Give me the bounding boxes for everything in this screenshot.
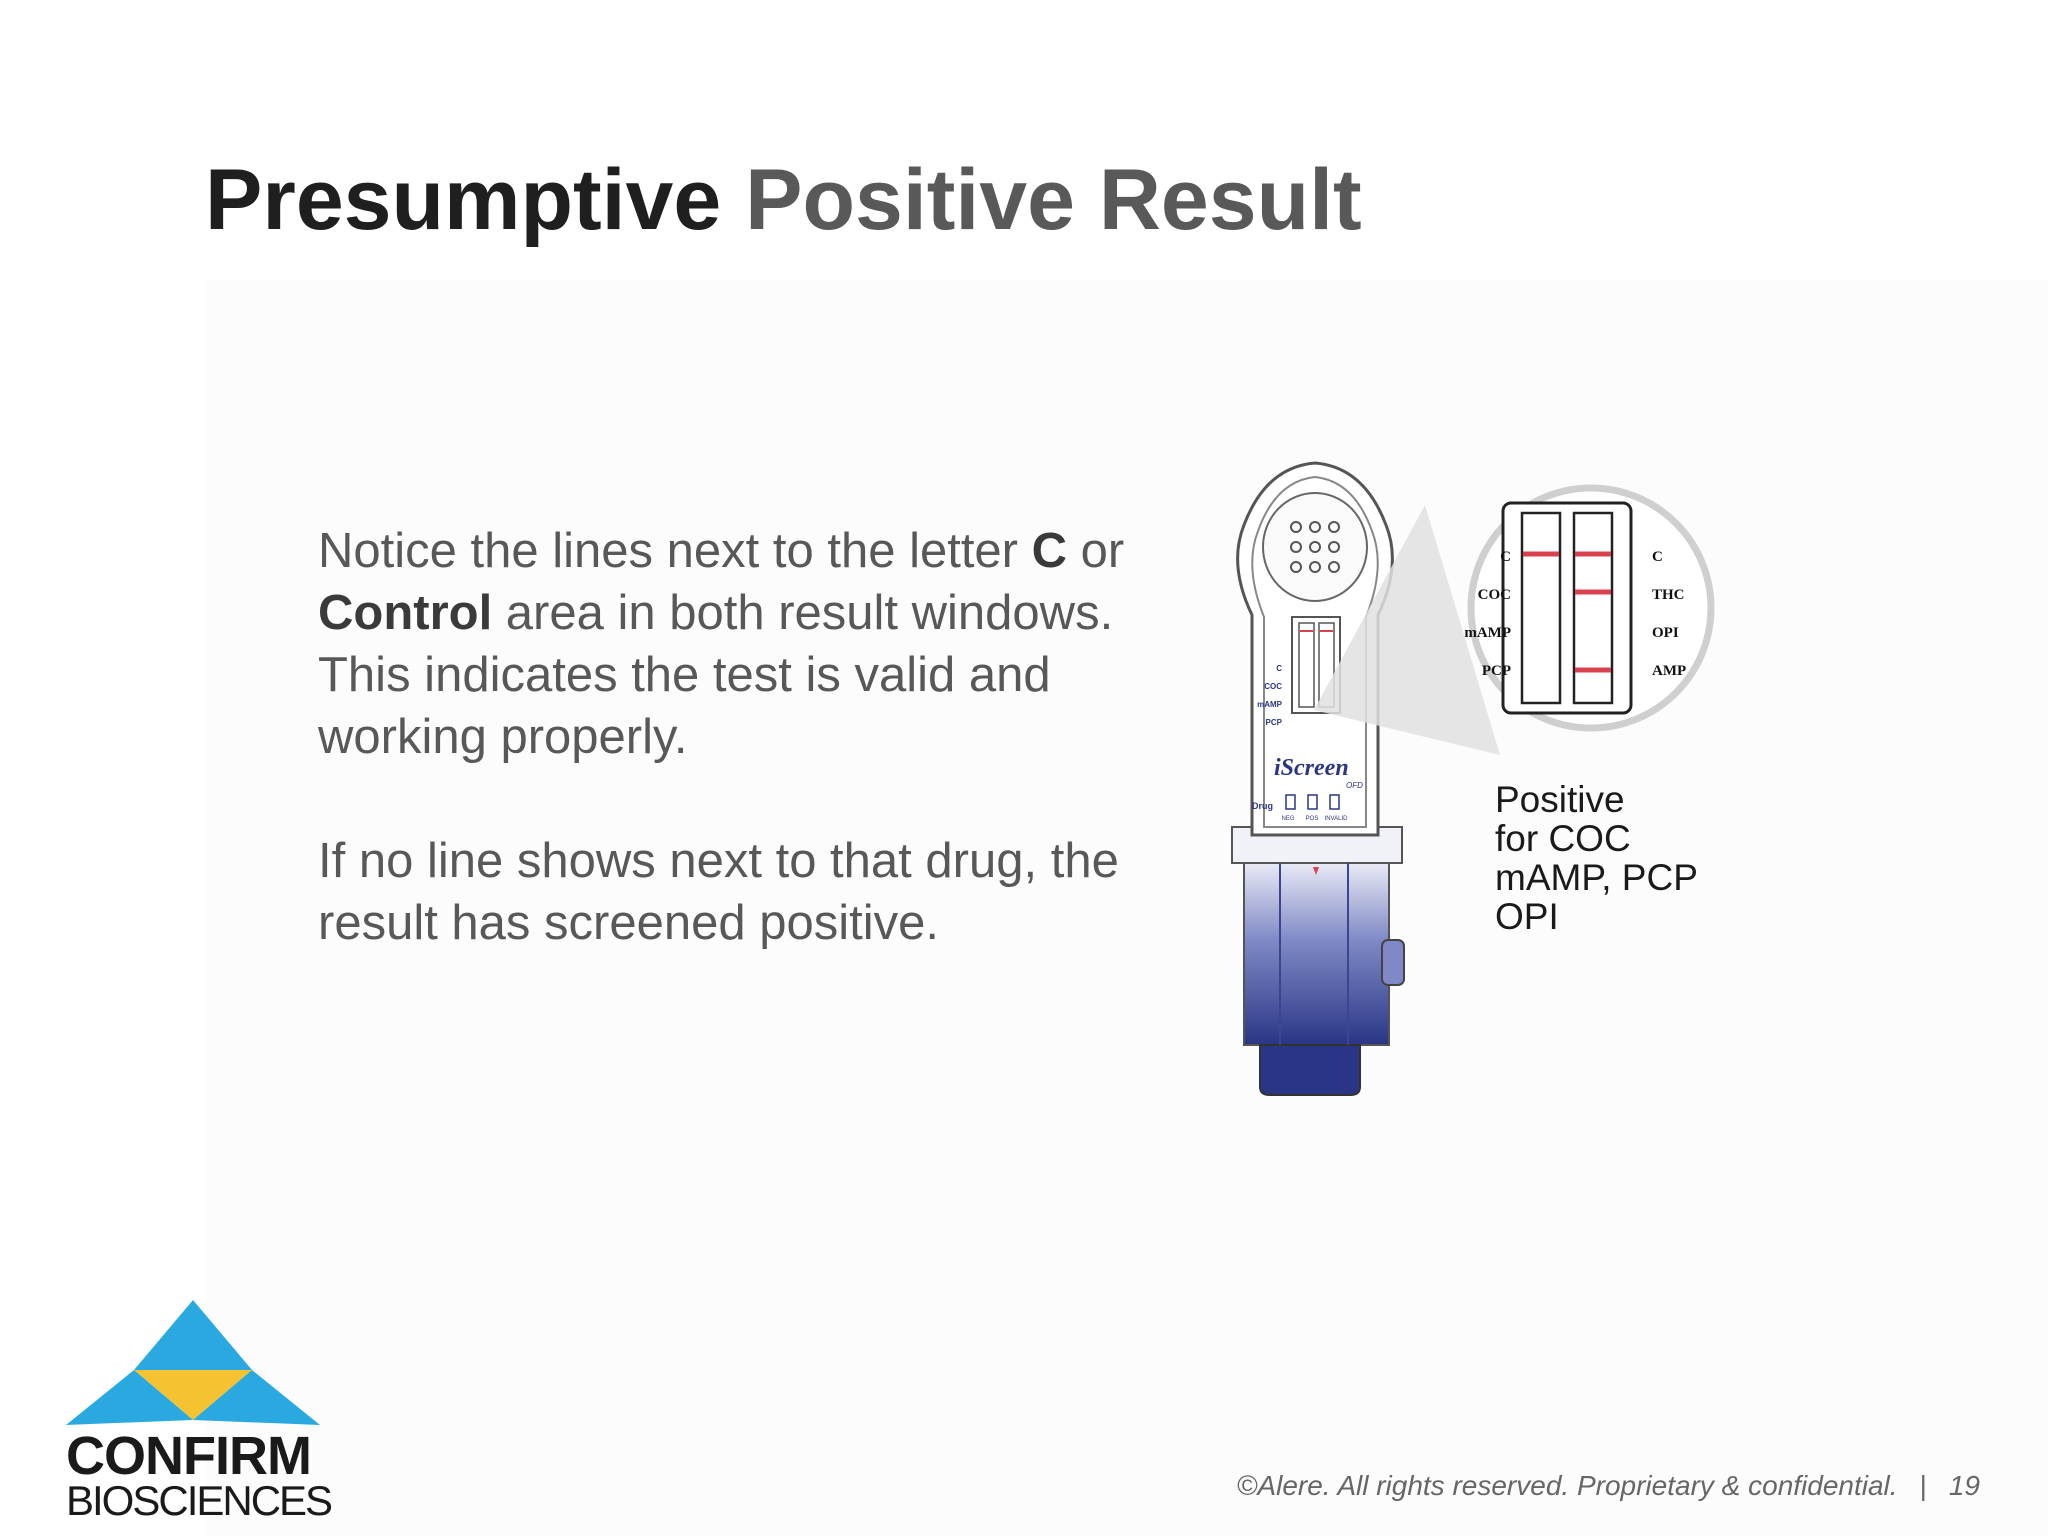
text-run: area in both result windows. This indicates the test is valid and working properly.: [318, 586, 1114, 764]
zoom-label-c-right: C: [1652, 549, 1663, 565]
zoom-label-pcp: PCP: [1481, 663, 1511, 679]
paragraph-control-line: [318, 520, 1198, 768]
slide-title: [205, 150, 1362, 250]
cup-base: [1232, 827, 1404, 1095]
paragraph-positive: If no line shows next to that drug, the result has screened positive.: [318, 834, 1119, 950]
page-number: 19: [1948, 1470, 1980, 1501]
callout-line: Positive: [1495, 779, 1625, 820]
callout-line: for COC: [1495, 818, 1631, 859]
title-bold: Presumptive: [205, 152, 722, 248]
emphasis-text: C: [1031, 524, 1068, 578]
logo-triangle-top: [134, 1300, 252, 1370]
legend-invalid: INVALID: [1324, 816, 1348, 822]
footer-separator: |: [1919, 1470, 1927, 1501]
logo-wordmark-biosciences: BIOSCIENCES: [66, 1477, 332, 1524]
title-rest: Positive Result: [745, 152, 1362, 248]
card-label-pcp: PCP: [1265, 718, 1282, 727]
result-callout: [1495, 780, 1698, 936]
emphasis-text: Control: [318, 586, 493, 640]
card-label-c: C: [1276, 664, 1282, 673]
zoom-label-amp: AMP: [1652, 663, 1687, 679]
callout-line: mAMP, PCP: [1495, 857, 1698, 898]
zoom-label-opi: OPI: [1652, 625, 1679, 641]
zoom-label-mamp: mAMP: [1464, 625, 1511, 641]
logo-wordmark-confirm: CONFIRM: [66, 1426, 311, 1486]
card-label-coc: COC: [1264, 682, 1282, 691]
brand-sub: OFD: [1346, 781, 1363, 790]
zoom-label-thc: THC: [1652, 587, 1685, 603]
callout-line: OPI: [1495, 896, 1559, 937]
zoom-label-c-left: C: [1500, 549, 1511, 565]
brand-name: iScreen: [1274, 755, 1349, 781]
body-text: [318, 520, 1198, 1016]
text-run: or: [1067, 524, 1125, 578]
text-run: Notice the lines next to the letter: [318, 524, 1032, 578]
legend-pos: POS: [1305, 816, 1319, 822]
footer-copyright: ©Alere. All rights reserved. Proprietary & confidential.: [1236, 1470, 1898, 1501]
zoom-label-coc: COC: [1477, 587, 1511, 603]
legend-neg: NEG: [1281, 816, 1295, 822]
footer: [1237, 1470, 1980, 1502]
card-label-mamp: mAMP: [1257, 700, 1282, 709]
drug-label: Drug: [1252, 801, 1273, 811]
